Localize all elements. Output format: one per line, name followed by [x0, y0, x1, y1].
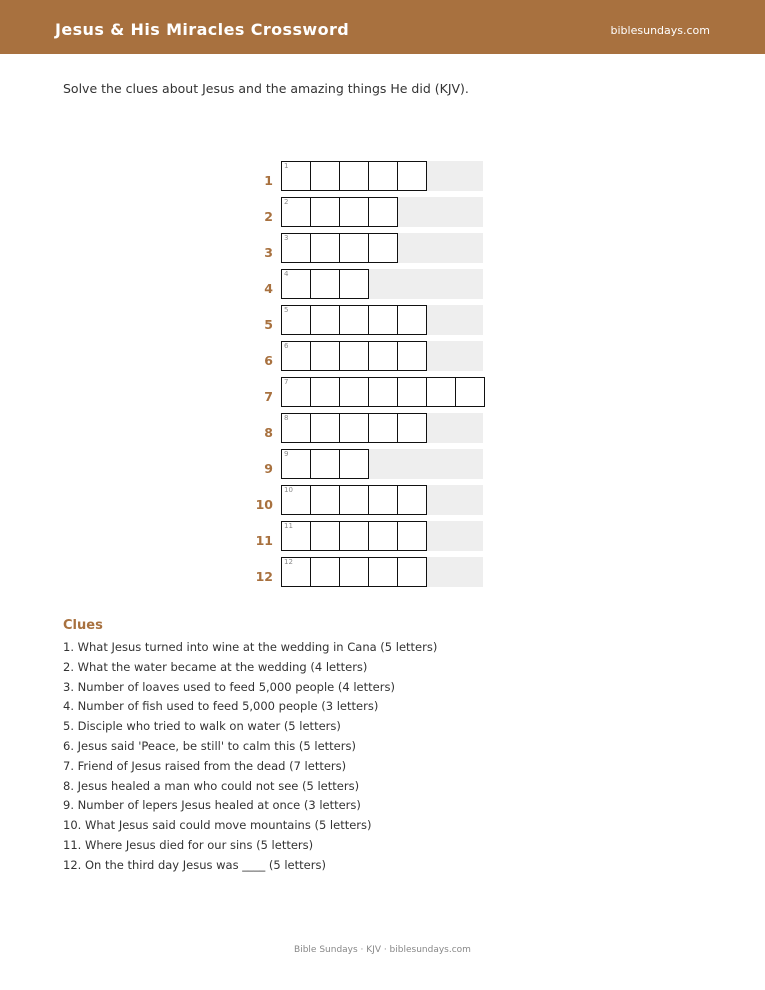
letter-cell[interactable] [368, 161, 398, 191]
letter-cell[interactable] [397, 557, 427, 587]
row-number: 7 [264, 389, 273, 404]
clue-item: 1. What Jesus turned into wine at the wedding in Cana (5 letters) [63, 640, 438, 654]
clue-item: 4. Number of fish used to feed 5,000 people (3 letters) [63, 699, 379, 714]
site-name: biblesundays.com [610, 24, 710, 37]
crossword-row [0, 197, 765, 227]
letter-cell[interactable] [339, 377, 369, 407]
cell-number: 9 [284, 450, 289, 458]
letter-cell[interactable] [281, 269, 311, 299]
crossword-row [0, 305, 765, 335]
letter-cell[interactable] [339, 305, 369, 335]
letter-cell[interactable] [281, 557, 311, 587]
letter-cell[interactable] [339, 341, 369, 371]
letter-cell[interactable] [368, 305, 398, 335]
row-number: 1 [264, 173, 273, 188]
letter-cell[interactable] [310, 413, 340, 443]
letter-cell[interactable] [310, 233, 340, 263]
letter-cell[interactable] [281, 305, 311, 335]
letter-cell[interactable] [310, 485, 340, 515]
cell-number: 11 [284, 522, 293, 530]
clue-item: 9. Number of lepers Jesus healed at once (3 letters) [63, 798, 361, 813]
cell-number: 10 [284, 486, 293, 494]
crossword-row [0, 521, 765, 551]
letter-cell[interactable] [281, 341, 311, 371]
page-title: Jesus & His Miracles Crossword [55, 20, 350, 39]
letter-cell[interactable] [339, 269, 369, 299]
crossword-row [0, 413, 765, 443]
cell-number: 1 [284, 162, 289, 170]
letter-cell[interactable] [368, 197, 398, 227]
letter-cell[interactable] [368, 341, 398, 371]
letter-cell[interactable] [310, 197, 340, 227]
cell-number: 8 [284, 414, 289, 422]
letter-cell[interactable] [310, 269, 340, 299]
letter-cell[interactable] [397, 161, 427, 191]
row-number: 5 [264, 317, 273, 332]
letter-cell[interactable] [397, 413, 427, 443]
crossword-row [0, 341, 765, 371]
letter-cell[interactable] [368, 557, 398, 587]
row-number: 12 [255, 569, 273, 584]
clue-item: 11. Where Jesus died for our sins (5 letters) [63, 838, 314, 852]
clue-item: 7. Friend of Jesus raised from the dead (7 letters) [63, 758, 347, 773]
intro-text: Solve the clues about Jesus and the amazing things He did (KJV). [63, 81, 469, 96]
letter-cell[interactable] [368, 413, 398, 443]
letter-cell[interactable] [339, 161, 369, 191]
letter-cell[interactable] [310, 305, 340, 335]
clue-item: 2. What the water became at the wedding (4 letters) [63, 659, 368, 674]
letter-cell[interactable] [310, 521, 340, 551]
letter-cell[interactable] [397, 341, 427, 371]
letter-cell[interactable] [339, 449, 369, 479]
clue-item: 12. On the third day Jesus was ____ (5 letters) [63, 857, 326, 872]
cell-number: 5 [284, 306, 289, 314]
letter-cell[interactable] [455, 377, 485, 407]
cell-number: 4 [284, 270, 289, 278]
page-footer: Bible Sundays · KJV · biblesundays.com [294, 945, 471, 955]
row-number: 4 [264, 281, 273, 296]
letter-cell[interactable] [310, 161, 340, 191]
crossword-row [0, 269, 765, 299]
letter-cell[interactable] [426, 377, 456, 407]
letter-cell[interactable] [397, 521, 427, 551]
clue-item: 3. Number of loaves used to feed 5,000 people (4 letters) [63, 679, 395, 694]
letter-cell[interactable] [397, 305, 427, 335]
cell-number: 3 [284, 234, 289, 242]
letter-cell[interactable] [281, 485, 311, 515]
letter-cell[interactable] [310, 377, 340, 407]
crossword-row [0, 557, 765, 587]
letter-cell[interactable] [281, 233, 311, 263]
letter-cell[interactable] [397, 377, 427, 407]
crossword-row [0, 485, 765, 515]
clue-item: 8. Jesus healed a man who could not see (5 letters) [63, 778, 360, 793]
letter-cell[interactable] [339, 557, 369, 587]
row-number: 6 [264, 353, 273, 368]
cell-number: 2 [284, 198, 289, 206]
letter-cell[interactable] [281, 449, 311, 479]
row-number: 9 [264, 461, 273, 476]
letter-cell[interactable] [281, 521, 311, 551]
row-number: 8 [264, 425, 273, 440]
crossword-row [0, 449, 765, 479]
row-number: 10 [255, 497, 273, 512]
letter-cell[interactable] [339, 485, 369, 515]
letter-cell[interactable] [339, 233, 369, 263]
crossword-row [0, 233, 765, 263]
letter-cell[interactable] [339, 197, 369, 227]
cell-number: 6 [284, 342, 289, 350]
crossword-row [0, 161, 765, 191]
letter-cell[interactable] [397, 485, 427, 515]
letter-cell[interactable] [368, 485, 398, 515]
clue-item: 10. What Jesus said could move mountains (5 letters) [63, 818, 372, 833]
letter-cell[interactable] [368, 377, 398, 407]
letter-cell[interactable] [339, 521, 369, 551]
row-number: 11 [255, 533, 273, 548]
letter-cell[interactable] [339, 413, 369, 443]
cell-number: 12 [284, 558, 293, 566]
letter-cell[interactable] [281, 413, 311, 443]
letter-cell[interactable] [368, 233, 398, 263]
letter-cell[interactable] [310, 557, 340, 587]
clue-item: 6. Jesus said 'Peace, be still' to calm this (5 letters) [63, 739, 356, 753]
letter-cell[interactable] [368, 521, 398, 551]
letter-cell[interactable] [281, 377, 311, 407]
crossword-row [0, 377, 765, 407]
letter-cell[interactable] [281, 161, 311, 191]
row-number: 3 [264, 245, 273, 260]
clues-heading: Clues [63, 618, 103, 633]
page-header [0, 0, 765, 54]
letter-cell[interactable] [310, 341, 340, 371]
clue-item: 5. Disciple who tried to walk on water (5 letters) [63, 719, 341, 734]
row-number: 2 [264, 209, 273, 224]
letter-cell[interactable] [310, 449, 340, 479]
cell-number: 7 [284, 378, 289, 386]
letter-cell[interactable] [281, 197, 311, 227]
